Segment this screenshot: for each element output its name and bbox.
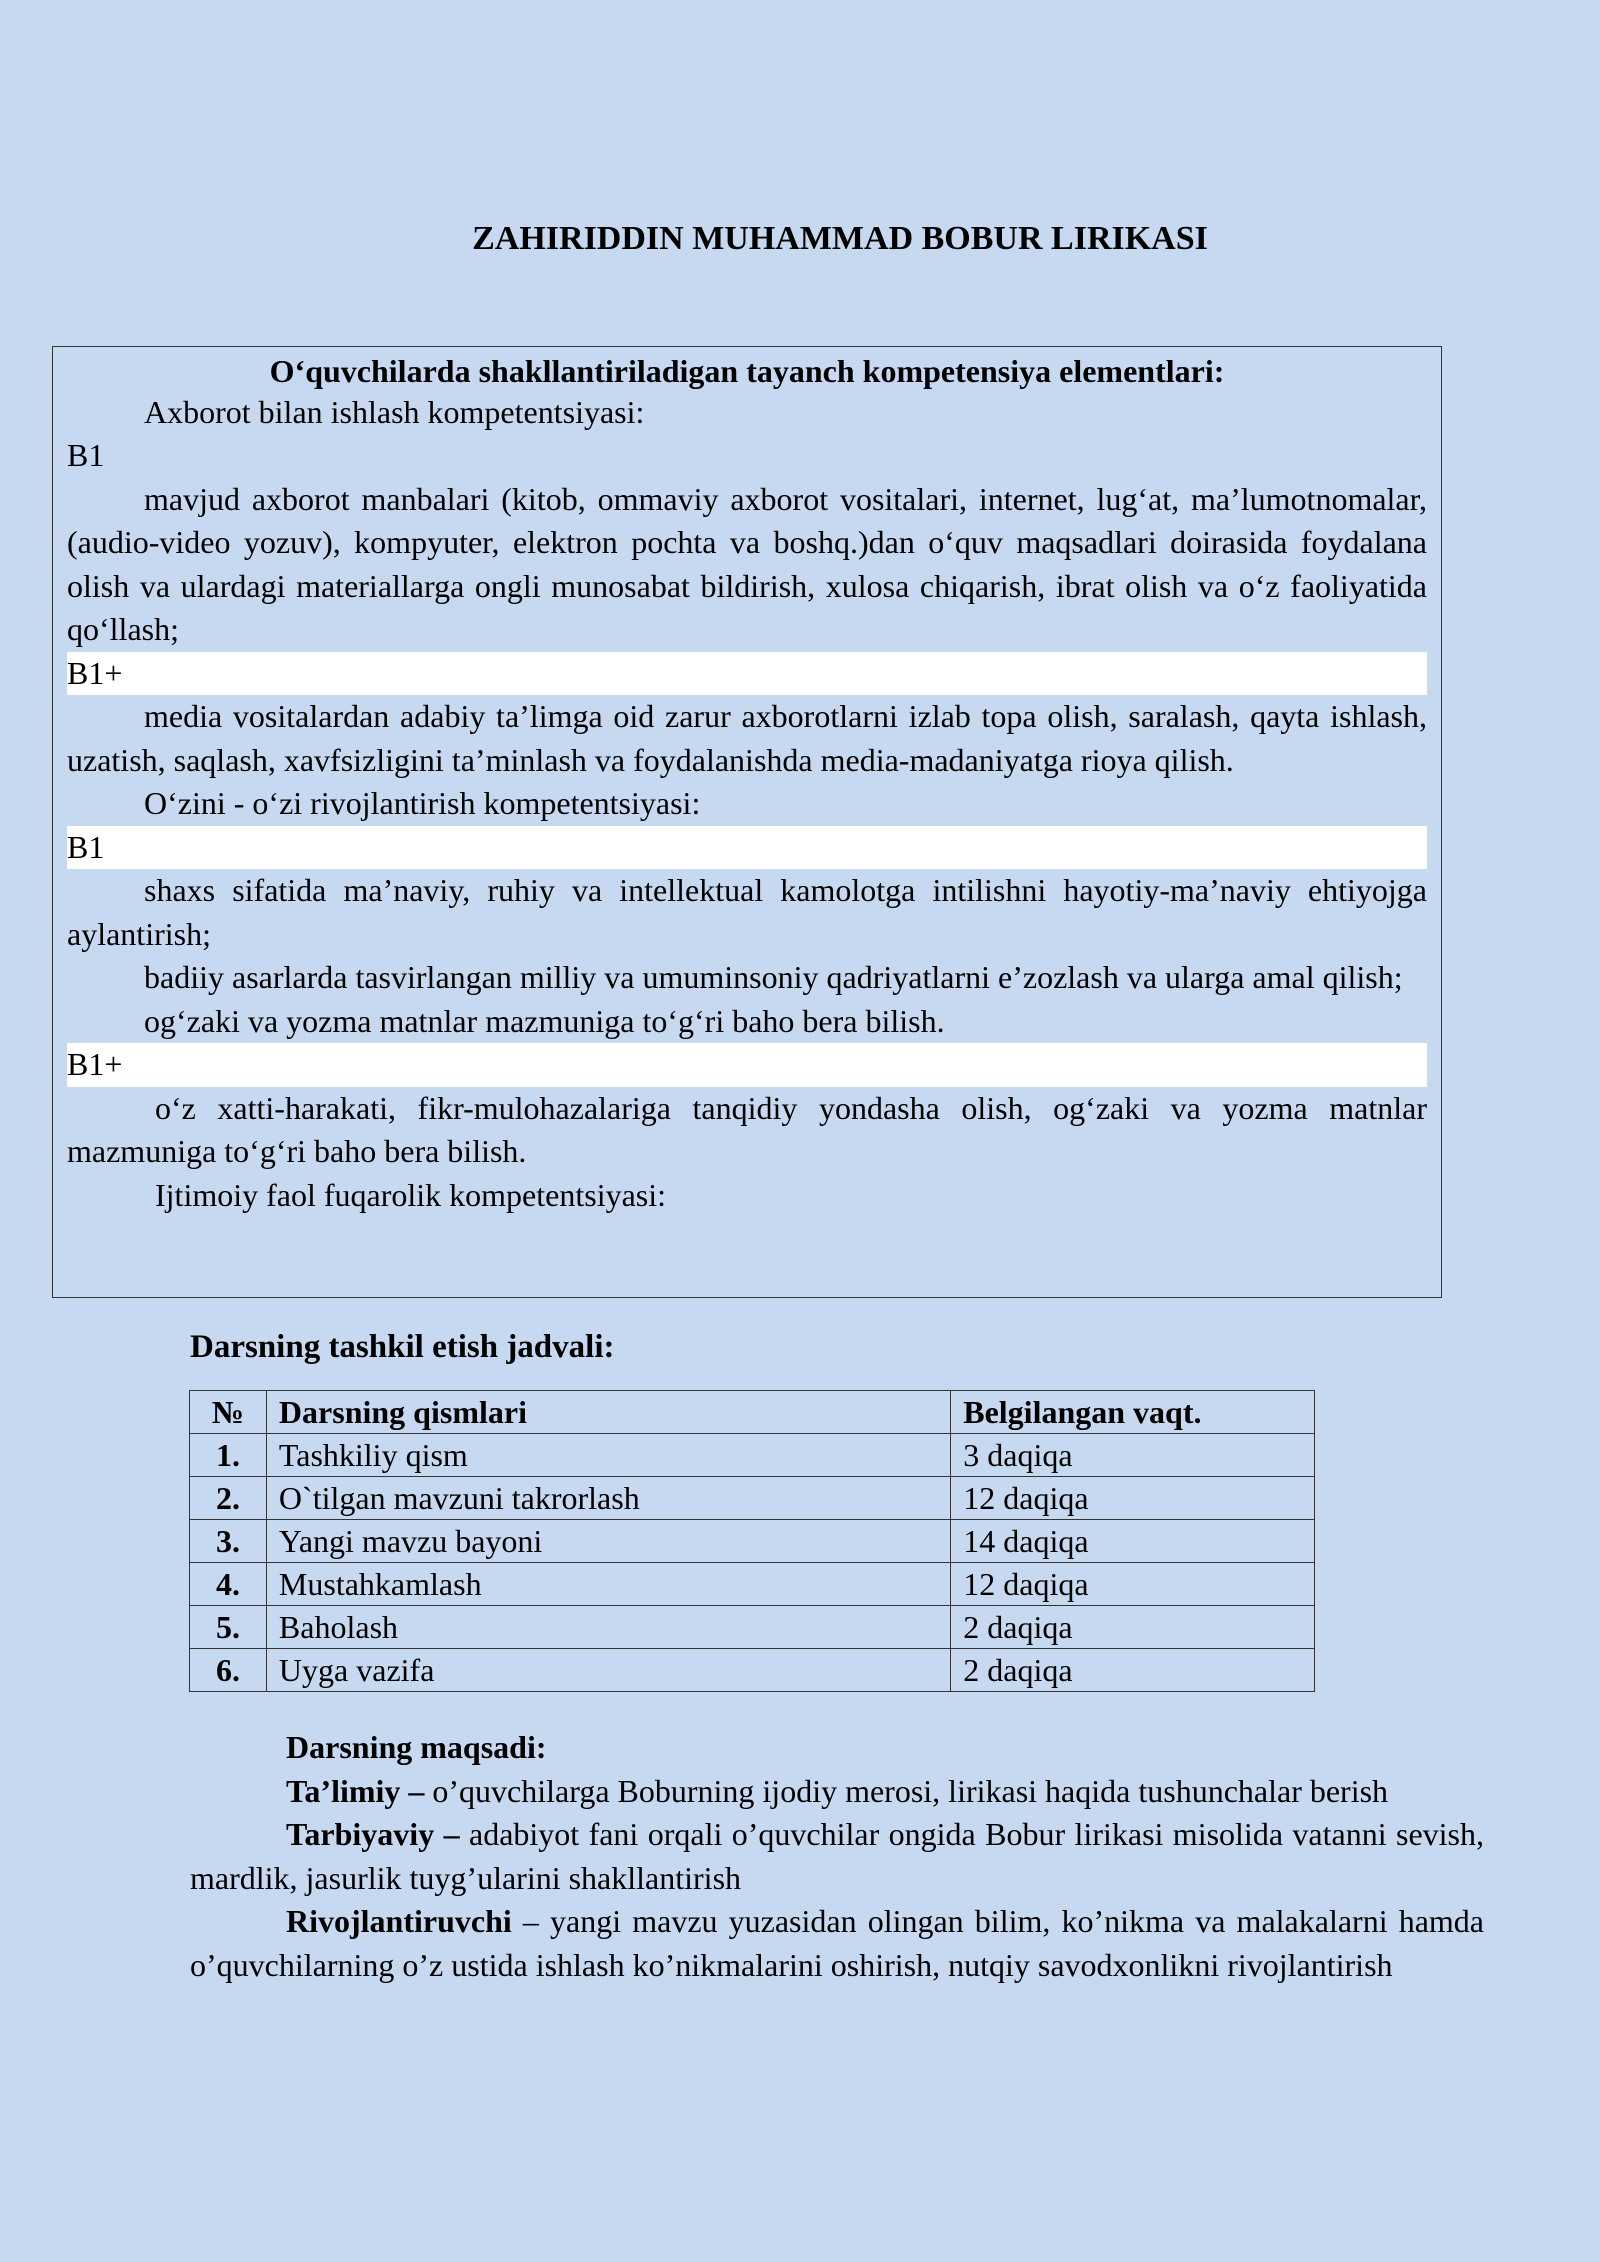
info-b1-text: mavjud axborot manbalari (kitob, ommaviy axborot vositalari, internet, lug‘at, ma’lumotnomalar, (audio-video yozuv), kompyuter, elektron pochta va boshq.)dan o‘quv maqsadlari doirasida foydalana olish va ulardagi materiallarga ongli munosabat bildirish, xulosa chiqarish, ibrat olish va o‘z faoliyatida qo‘llash; <box>67 480 1427 647</box>
row-number: 2. <box>190 1477 267 1520</box>
row-part: Yangi mavzu bayoni <box>266 1520 950 1563</box>
aim-text: adabiyot fani orqali o’quvchilar ongida Bobur lirikasi misolida vatanni sevish, mardlik, jasurlik tuyg’ularini shakllantirish <box>190 1816 1485 1896</box>
info-b1plus-text: media vositalardan adabiy ta’limga oid zarur axborotlarni izlab topa olish, saralash, qayta ishlash, uzatish, saqlash, xavfsizligini ta’minlash va foydalanishda media-madaniyatga rioya qilish. <box>67 698 1427 778</box>
row-number: 5. <box>190 1606 267 1649</box>
row-part: Uyga vazifa <box>266 1649 950 1692</box>
column-header-parts: Darsning qismlari <box>266 1391 950 1434</box>
competency-heading: O‘quvchilarda shakllantiriladigan tayanch kompetensiya elementlari: <box>269 353 1225 389</box>
level-label: B1+ <box>67 1043 1427 1087</box>
lesson-plan-table <box>189 1390 1315 1692</box>
self-b1plus-text: o‘z xatti-harakati, fikr-mulohazalariga tanqidiy yondasha olish, og‘zaki va yozma matnlar mazmuniga to‘g‘ri baho bera bilish. <box>67 1089 1427 1169</box>
competency-box <box>52 346 1442 1298</box>
row-part: O`tilgan mavzuni takrorlash <box>266 1477 950 1520</box>
row-part: Baholash <box>266 1606 950 1649</box>
table-row <box>190 1477 1315 1520</box>
row-part: Tashkiliy qism <box>266 1434 950 1477</box>
row-time: 12 daqiqa <box>951 1477 1315 1520</box>
aim-label: Tarbiyaviy – <box>286 1816 460 1852</box>
organization-title: Darsning tashkil etish jadvali: <box>190 1329 615 1365</box>
aim-item <box>190 1900 1484 1987</box>
row-part: Mustahkamlash <box>266 1563 950 1606</box>
self-b1-text: og‘zaki va yozma matnlar mazmuniga to‘g‘ri baho bera bilish. <box>144 1002 945 1039</box>
row-time: 14 daqiqa <box>951 1520 1315 1563</box>
table-row <box>190 1606 1315 1649</box>
table-row <box>190 1563 1315 1606</box>
column-header-number: № <box>190 1391 267 1434</box>
aim-item <box>190 1813 1484 1900</box>
lesson-aims <box>190 1726 1484 1987</box>
level-label: B1 <box>67 437 105 473</box>
row-time: 12 daqiqa <box>951 1563 1315 1606</box>
page-title: ZAHIRIDDIN MUHAMMAD BOBUR LIRIKASI <box>472 220 1208 257</box>
aim-item <box>190 1770 1484 1814</box>
self-b1-text: shaxs sifatida ma’naviy, ruhiy va intellektual kamolotga intilishni hayotiy-ma’naviy ehtiyojga aylantirish; <box>67 872 1427 952</box>
table-row <box>190 1649 1315 1692</box>
table-row <box>190 1434 1315 1477</box>
column-header-time: Belgilangan vaqt. <box>951 1391 1315 1434</box>
row-number: 6. <box>190 1649 267 1692</box>
row-number: 3. <box>190 1520 267 1563</box>
table-row <box>190 1520 1315 1563</box>
level-label: B1 <box>67 826 1427 870</box>
table-header-row <box>190 1391 1315 1434</box>
aim-text: o’quvchilarga Boburning ijodiy merosi, lirikasi haqida tushunchalar berish <box>424 1772 1389 1809</box>
row-number: 1. <box>190 1434 267 1477</box>
row-time: 3 daqiqa <box>951 1434 1315 1477</box>
aim-label: Rivojlantiruvchi <box>286 1903 512 1939</box>
aim-text: – yangi mavzu yuzasidan olingan bilim, ko’nikma va malakalarni hamda o’quvchilarning o’z ustida ishlash ko’nikmalarini oshirish, nutqiy savodxonlikni rivojlantirish <box>190 1903 1484 1983</box>
aims-title: Darsning maqsadi: <box>286 1729 547 1765</box>
aim-label: Ta’limiy – <box>286 1772 425 1809</box>
row-number: 4. <box>190 1563 267 1606</box>
info-competency-title: Axborot bilan ishlash kompetentsiyasi: <box>144 393 645 430</box>
self-competency-title: O‘zini - o‘zi rivojlantirish kompetentsiyasi: <box>144 785 701 821</box>
row-time: 2 daqiqa <box>951 1606 1315 1649</box>
row-time: 2 daqiqa <box>951 1649 1315 1692</box>
social-competency-title: Ijtimoiy faol fuqarolik kompetentsiyasi: <box>155 1176 667 1213</box>
level-label: B1+ <box>67 652 1427 696</box>
self-b1-text: badiiy asarlarda tasvirlangan milliy va umuminsoniy qadriyatlarni e’zozlash va ularga amal qilish; <box>144 959 1403 995</box>
